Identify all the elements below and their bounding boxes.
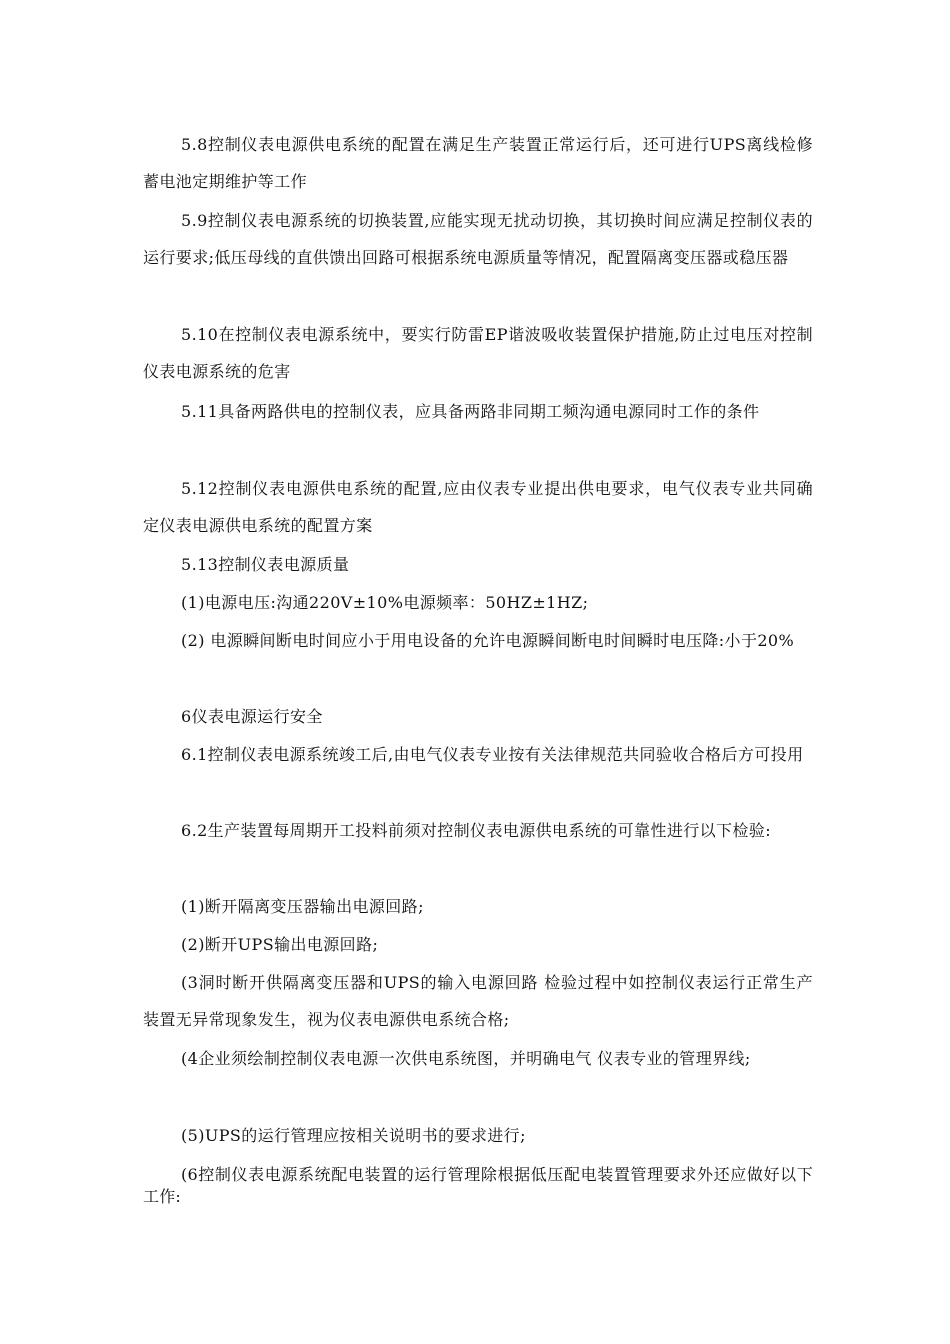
- paragraph-6-1: 6.1控制仪表电源系统竣工后,由电气仪表专业按有关法律规范共同验收合格后方可投用: [181, 745, 804, 764]
- paragraph-item-2-interruption: (2) 电源瞬间断电时间应小于用电设备的允许电源瞬间断电时间瞬时电压降:小于20%: [181, 631, 795, 650]
- paragraph-5-8: 5.8控制仪表电源供电系统的配置在满足生产装置正常运行后，还可进行UPS离线检修蓄电池定期维护等工作: [143, 135, 813, 191]
- paragraph-6-2: 6.2生产装置每周期开工投料前须对控制仪表电源供电系统的可靠性进行以下检验:: [181, 821, 772, 840]
- paragraph-5-11: 5.11具备两路供电的控制仪表，应具备两路非同期工频沟通电源同时工作的条件: [181, 402, 760, 421]
- paragraph-5-12: 5.12控制仪表电源供电系统的配置,应由仪表专业提出供电要求，电气仪表专业共同确定仪表电源供电系统的配置方案: [143, 479, 813, 535]
- paragraph-check-1: (1)断开隔离变压器输出电源回路;: [181, 897, 424, 916]
- paragraph-5-10: 5.10在控制仪表电源系统中，要实行防雷EP谐波吸收装置保护措施,防止过电压对控制仪表电源系统的危害: [143, 325, 813, 381]
- paragraph-check-6: (6控制仪表电源系统配电装置的运行管理除根据低压配电装置管理要求外还应做好以下工作:: [143, 1165, 813, 1206]
- paragraph-check-2: (2)断开UPS输出电源回路;: [181, 935, 379, 954]
- paragraph-check-4: (4企业须绘制控制仪表电源一次供电系统图，并明确电气 仪表专业的管理界线;: [181, 1049, 751, 1068]
- paragraph-item-1-voltage: (1)电源电压:沟通220V±10%电源频率：50HZ±1HZ;: [181, 593, 589, 612]
- paragraph-5-9: 5.9控制仪表电源系统的切换装置,应能实现无扰动切换，其切换时间应满足控制仪表的运行要求;低压母线的直供馈出回路可根据系统电源质量等情况，配置隔离变压器或稳压器: [143, 211, 813, 267]
- paragraph-check-5: (5)UPS的运行管理应按相关说明书的要求进行;: [181, 1126, 526, 1145]
- paragraph-5-13: 5.13控制仪表电源质量: [181, 555, 350, 574]
- section-heading-6: 6仪表电源运行安全: [181, 707, 323, 726]
- paragraph-check-3: (3洞时断开供隔离变压器和UPS的输入电源回路 检验过程中如控制仪表运行正常生产装置无异常现象发生，视为仪表电源供电系统合格;: [143, 973, 813, 1029]
